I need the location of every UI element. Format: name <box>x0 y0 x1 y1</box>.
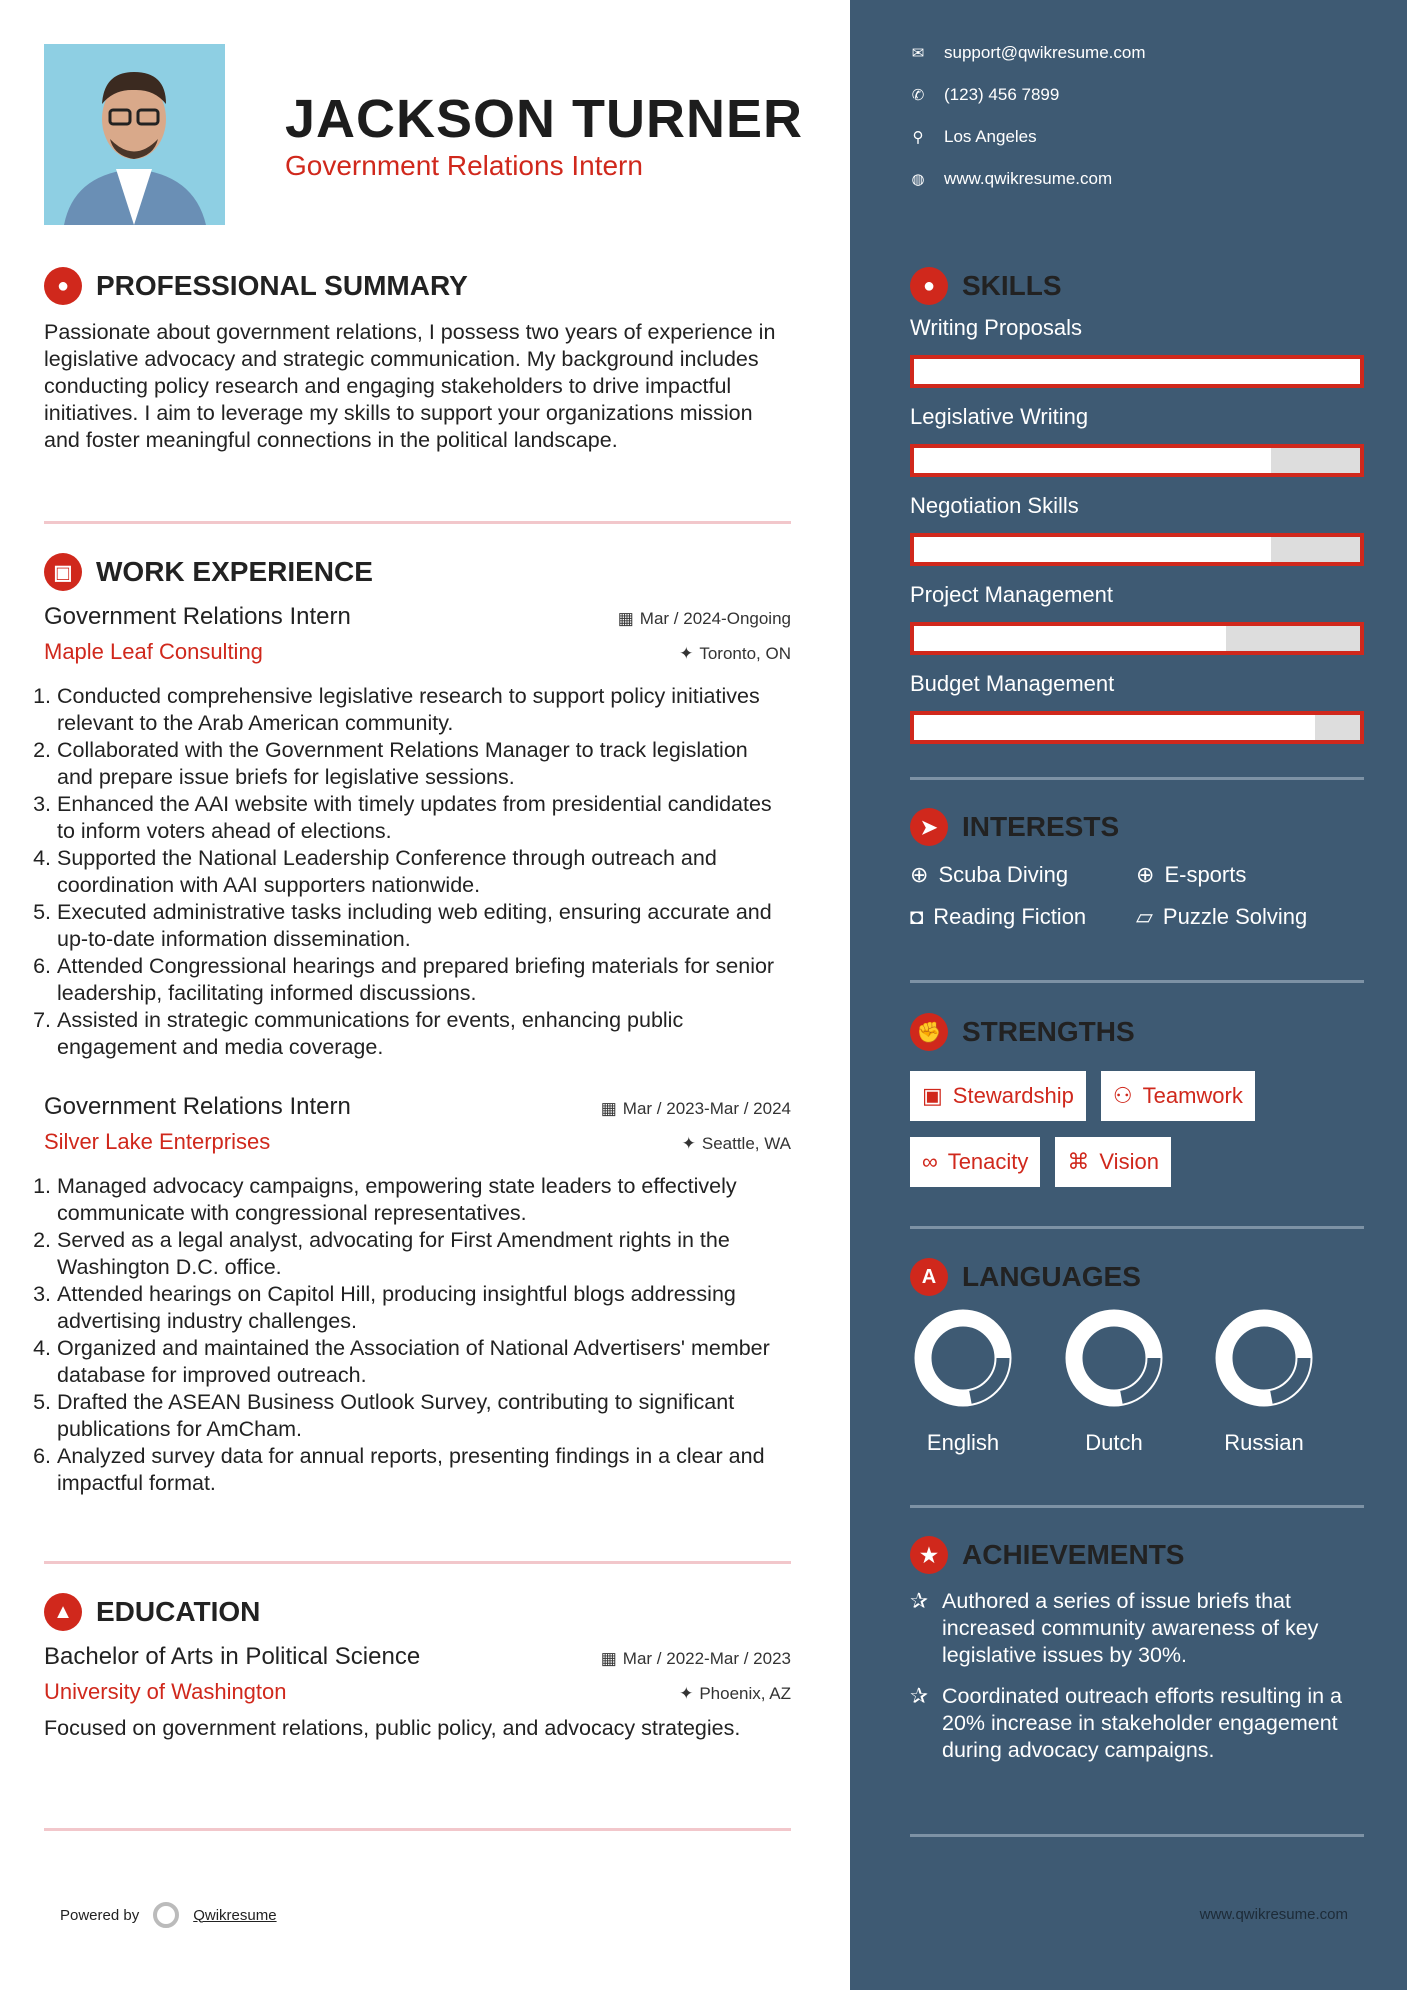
fist-icon: ✊ <box>910 1013 948 1051</box>
phone-icon: ✆ <box>911 87 925 104</box>
language-label: Russian <box>1224 1430 1304 1455</box>
list-item: 4. Supported the National Leadership Conference through outreach and coordination with AAI supporters nationwide. <box>57 845 785 899</box>
school-name: University of Washington <box>44 1679 287 1704</box>
interest-item <box>910 862 1136 888</box>
language-label: Dutch <box>1085 1430 1143 1455</box>
language-label: English <box>926 1430 1000 1455</box>
list-item: 4. Organized and maintained the Association of National Advertisers' member database for improved outreach. <box>57 1335 785 1389</box>
skill-bar-fill <box>914 537 1271 562</box>
skill-label: Budget Management <box>910 671 1115 696</box>
language-item <box>888 1308 1038 1456</box>
skill-bar-fill <box>914 626 1226 651</box>
interest-item <box>1136 862 1336 888</box>
skill-bar <box>910 711 1364 744</box>
work-heading: WORK EXPERIENCE <box>96 556 373 587</box>
contact-text: support@qwikresume.com <box>944 43 1146 62</box>
lifebuoy-icon: ⊕ <box>1136 862 1155 887</box>
user-icon: ● <box>44 267 82 305</box>
lightbulb-icon: ● <box>910 267 948 305</box>
email-icon: ✉ <box>911 45 925 62</box>
skill-bar <box>910 622 1364 655</box>
skill-bar-fill <box>914 715 1315 740</box>
powered-by-text: Powered by <box>60 1906 140 1924</box>
contact-email[interactable] <box>910 43 1146 63</box>
language-donut <box>913 1308 1013 1408</box>
skill-bar-fill <box>914 448 1271 473</box>
skill-label: Legislative Writing <box>910 404 1089 429</box>
work-section <box>44 553 791 1497</box>
skill-label: Project Management <box>910 582 1113 607</box>
interests-heading: INTERESTS <box>962 811 1120 842</box>
briefcase-icon: ▣ <box>922 1083 943 1108</box>
list-item: 3. Enhanced the AAI website with timely updates from presidential candidates to inform voters ahead of elections. <box>57 791 785 845</box>
list-item: 6. Analyzed survey data for annual reports, presenting findings in a clear and impactful format. <box>57 1443 785 1497</box>
divider <box>910 1834 1364 1837</box>
profile-photo <box>44 44 225 225</box>
footer-brand <box>60 1902 277 1928</box>
pin-icon: ✦ <box>679 644 694 663</box>
link-icon: ∞ <box>922 1149 938 1174</box>
divider <box>44 1828 791 1831</box>
qwikresume-link[interactable]: Qwikresume <box>193 1906 277 1924</box>
achievements-heading: ACHIEVEMENTS <box>962 1539 1185 1570</box>
book-icon: ▱ <box>1136 904 1153 929</box>
languages-heading-row <box>910 1258 1141 1296</box>
star-icon: ✰ <box>910 1684 929 1708</box>
skill-bar-fill <box>914 359 1360 384</box>
job-date: Mar / 2023-Mar / 2024 <box>622 1099 791 1118</box>
strengths-section <box>910 1013 1255 1187</box>
location-icon: ⚲ <box>912 129 924 146</box>
list-item: 5. Executed administrative tasks including web editing, ensuring accurate and up-to-date information dissemination. <box>57 899 785 953</box>
star-badge-icon: ★ <box>910 1536 948 1574</box>
binoculars-icon: ⌘ <box>1067 1149 1090 1174</box>
languages-heading: LANGUAGES <box>962 1261 1141 1292</box>
job-title: Government Relations Intern <box>44 1093 351 1120</box>
contact-location <box>910 127 1146 147</box>
achievement-item <box>910 1683 1364 1764</box>
calendar-icon: ▦ <box>617 609 634 628</box>
skill-item <box>910 671 1364 744</box>
list-item: 3. Attended hearings on Capitol Hill, producing insightful blogs addressing advertising industry challenges. <box>57 1281 785 1335</box>
achievement-text: Authored a series of issue briefs that increased community awareness of key legislative issues by 30%. <box>942 1589 1319 1667</box>
language-donut <box>1214 1308 1314 1408</box>
education-location: Phoenix, AZ <box>699 1684 791 1703</box>
achievement-item <box>910 1588 1364 1669</box>
footer-url[interactable]: www.qwikresume.com <box>1199 1906 1348 1923</box>
skill-label: Writing Proposals <box>910 315 1082 340</box>
contact-text: Los Angeles <box>944 127 1037 146</box>
skill-item <box>910 315 1364 388</box>
paper-plane-icon: ➤ <box>910 808 948 846</box>
divider <box>44 1561 791 1564</box>
lifebuoy-icon: ⊕ <box>910 862 929 887</box>
skills-heading: SKILLS <box>962 270 1062 301</box>
qwikresume-logo-icon <box>153 1902 179 1928</box>
candidate-role: Government Relations Intern <box>285 150 643 181</box>
education-date: Mar / 2022-Mar / 2023 <box>622 1649 791 1668</box>
divider <box>44 521 791 524</box>
skill-item <box>910 493 1364 566</box>
skill-label: Negotiation Skills <box>910 493 1079 518</box>
language-donut <box>1064 1308 1164 1408</box>
contact-list <box>910 43 1146 189</box>
job-entry <box>44 603 791 1061</box>
pin-icon: ✦ <box>679 1684 694 1703</box>
divider <box>910 777 1364 780</box>
graduation-icon: ▲ <box>44 1593 82 1631</box>
briefcase-icon: ▣ <box>44 553 82 591</box>
interest-label: Puzzle Solving <box>1162 904 1308 929</box>
interests-section <box>910 808 1336 930</box>
list-item: 2. Served as a legal analyst, advocating for First Amendment rights in the Washington D.C. office. <box>57 1227 785 1281</box>
interest-label: Reading Fiction <box>933 904 1087 929</box>
skill-bar <box>910 355 1364 388</box>
job-entry <box>44 1093 791 1497</box>
strength-tag: ∞ Tenacity <box>910 1137 1040 1187</box>
degree-title: Bachelor of Arts in Political Science <box>44 1643 421 1670</box>
divider <box>910 1226 1364 1229</box>
list-item: 6. Attended Congressional hearings and prepared briefing materials for senior leadership, facilitating informed discussions. <box>57 953 785 1007</box>
list-item: 5. Drafted the ASEAN Business Outlook Survey, contributing to significant publications for AmCham. <box>57 1389 785 1443</box>
calendar-icon: ▦ <box>600 1099 617 1118</box>
users-icon: ⚇ <box>1112 1083 1133 1108</box>
achievement-text: Coordinated outreach efforts resulting in a 20% increase in stakeholder engagement during advocacy campaigns. <box>942 1684 1343 1762</box>
list-item: 2. Collaborated with the Government Relations Manager to track legislation and prepare issue briefs for legislative sessions. <box>57 737 785 791</box>
strength-tag: ⌘ Vision <box>1055 1137 1171 1187</box>
skills-section <box>910 267 1364 744</box>
list-item: 1. Conducted comprehensive legislative research to support policy initiatives relevant to the Arab American community. <box>57 683 785 737</box>
interest-label: E-sports <box>1164 862 1247 887</box>
list-item: 7. Assisted in strategic communications for events, enhancing public engagement and media coverage. <box>57 1007 785 1061</box>
divider <box>910 1505 1364 1508</box>
list-item: 1. Managed advocacy campaigns, empowering state leaders to effectively communicate with congressional representatives. <box>57 1173 785 1227</box>
interest-item <box>910 904 1136 930</box>
skill-bar <box>910 533 1364 566</box>
job-date: Mar / 2024-Ongoing <box>639 609 791 628</box>
job-duties <box>38 1173 785 1497</box>
candidate-name: JACKSON TURNER <box>285 89 804 149</box>
summary-heading: PROFESSIONAL SUMMARY <box>96 270 468 301</box>
job-duties <box>38 683 785 1061</box>
interest-item <box>1136 904 1336 930</box>
summary-section <box>44 267 794 454</box>
contact-text: www.qwikresume.com <box>944 169 1113 188</box>
strengths-heading: STRENGTHS <box>962 1016 1135 1047</box>
strength-tag: ▣ Stewardship <box>910 1071 1086 1121</box>
language-item <box>1039 1308 1189 1456</box>
education-heading: EDUCATION <box>96 1596 261 1627</box>
company-name: Silver Lake Enterprises <box>44 1129 271 1154</box>
divider <box>910 980 1364 983</box>
skill-item <box>910 404 1364 477</box>
calendar-icon: ▦ <box>600 1649 617 1668</box>
achievements-section <box>910 1536 1364 1764</box>
globe-icon: ◍ <box>911 171 925 188</box>
language-item <box>1189 1308 1339 1456</box>
pin-icon: ✦ <box>681 1134 696 1153</box>
skill-bar <box>910 444 1364 477</box>
interest-label: Scuba Diving <box>938 862 1069 887</box>
job-title: Government Relations Intern <box>44 603 351 630</box>
summary-text: Passionate about government relations, I possess two years of experience in legislative advocacy and strategic communication. My background includes conducting policy research and engaging stakeholders to drive impactful initiatives. I aim to leverage my skills to support your organizations mission and foster meaningful connections in the political landscape. <box>44 320 776 452</box>
contact-phone[interactable] <box>910 85 1146 105</box>
star-icon: ✰ <box>910 1589 929 1613</box>
contact-text: (123) 456 7899 <box>944 85 1060 104</box>
job-location: Seattle, WA <box>701 1134 791 1153</box>
gamepad-icon: ◘ <box>910 904 924 929</box>
company-name: Maple Leaf Consulting <box>44 639 263 664</box>
education-text: Focused on government relations, public policy, and advocacy strategies. <box>44 1716 741 1740</box>
contact-website[interactable] <box>910 169 1146 189</box>
strength-tag: ⚇ Teamwork <box>1101 1071 1255 1121</box>
translate-icon: A <box>910 1258 948 1296</box>
education-section <box>44 1593 791 1742</box>
skill-item <box>910 582 1364 655</box>
job-location: Toronto, ON <box>699 644 791 663</box>
